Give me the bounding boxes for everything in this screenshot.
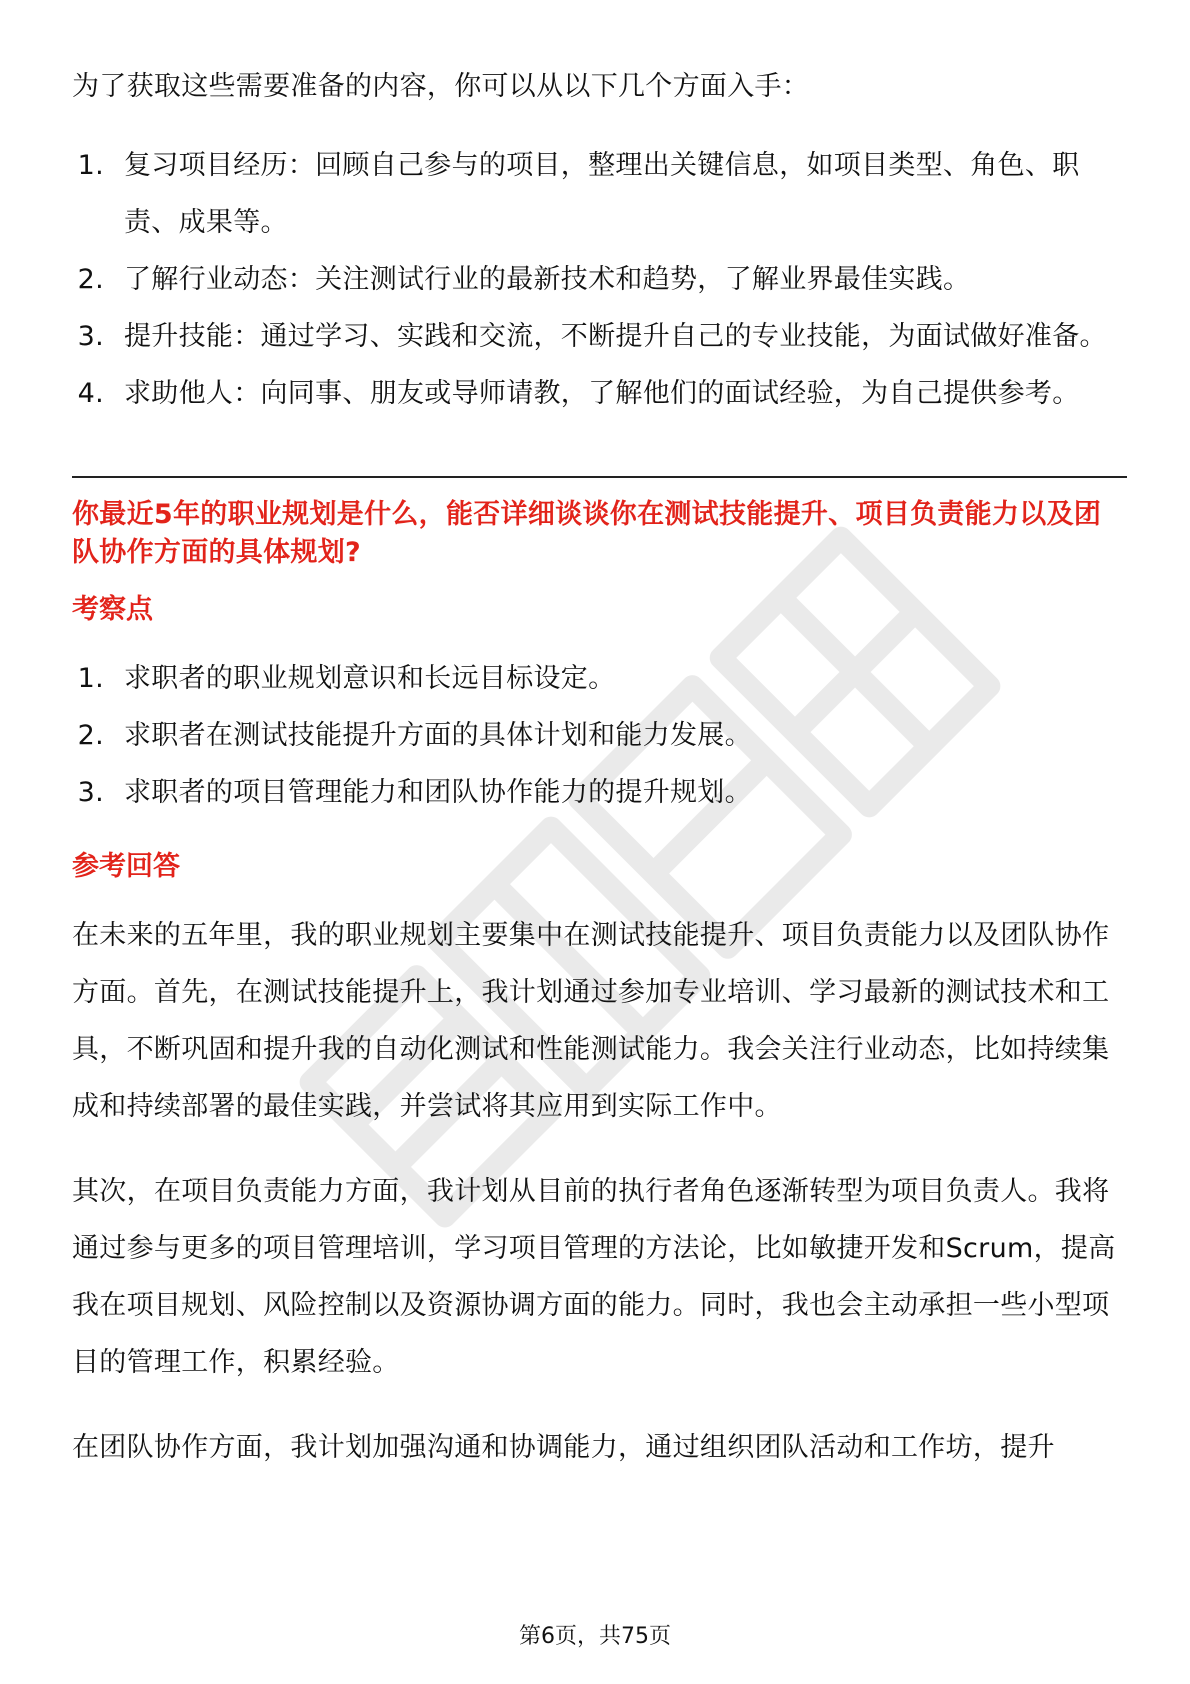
question-heading: 你最近5年的职业规划是什么，能否详细谈谈你在测试技能提升、项目负责能力以及团队协作方面的具体规划? — [72, 499, 1102, 568]
focus-title: 考察点 — [72, 594, 153, 625]
list-text: 求职者的项目管理能力和团队协作能力的提升规划。 — [124, 777, 752, 808]
section-divider — [72, 476, 1127, 478]
list-number: 1. — [77, 150, 104, 181]
list-number: 1. — [77, 663, 104, 694]
list-number: 2. — [77, 264, 104, 295]
list-item — [72, 251, 1127, 308]
list-number: 3. — [77, 321, 104, 352]
list-text: 求职者在测试技能提升方面的具体计划和能力发展。 — [124, 720, 752, 751]
page-content — [72, 58, 1127, 1476]
list-item — [72, 707, 1127, 764]
answer-paragraph: 在团队协作方面，我计划加强沟通和协调能力，通过组织团队活动和工作坊，提升 — [72, 1432, 1055, 1463]
list-number: 3. — [77, 777, 104, 808]
list-text: 提升技能：通过学习、实践和交流，不断提升自己的专业技能，为面试做好准备。 — [124, 321, 1107, 352]
list-text: 求助他人：向同事、朋友或导师请教，了解他们的面试经验，为自己提供参考。 — [124, 378, 1080, 409]
answer-paragraph: 在未来的五年里，我的职业规划主要集中在测试技能提升、项目负责能力以及团队协作方面。首先，在测试技能提升上，我计划通过参加专业培训、学习最新的测试技术和工具，不断巩固和提升我的自动化测试和性能测试能力。我会关注行业动态，比如持续集成和持续部署的最佳实践，并尝试将其应用到实际工作中。 — [72, 920, 1110, 1122]
list-item — [72, 764, 1127, 821]
list-text: 复习项目经历：回顾自己参与的项目，整理出关键信息，如项目类型、角色、职责、成果等。 — [124, 150, 1080, 238]
answer-title: 参考回答 — [72, 851, 180, 882]
page-footer: 第6页，共75页 — [519, 1624, 671, 1649]
answer-paragraph: 其次，在项目负责能力方面，我计划从目前的执行者角色逐渐转型为项目负责人。我将通过参与更多的项目管理培训，学习项目管理的方法论，比如敏捷开发和Scrum，提高我在项目规划、风险控制以及资源协调方面的能力。同时，我也会主动承担一些小型项目的管理工作，积累经验。 — [72, 1176, 1116, 1378]
intro-text: 为了获取这些需要准备的内容，你可以从以下几个方面入手： — [72, 71, 810, 102]
list-text: 求职者的职业规划意识和长远目标设定。 — [124, 663, 616, 694]
list-item — [72, 137, 1127, 251]
list-number: 2. — [77, 720, 104, 751]
focus-list — [72, 650, 1127, 821]
list-text: 了解行业动态：关注测试行业的最新技术和趋势，了解业界最佳实践。 — [124, 264, 971, 295]
list-item — [72, 650, 1127, 707]
list-item — [72, 365, 1127, 422]
list-number: 4. — [77, 378, 104, 409]
prep-list — [72, 137, 1127, 422]
list-item — [72, 308, 1127, 365]
